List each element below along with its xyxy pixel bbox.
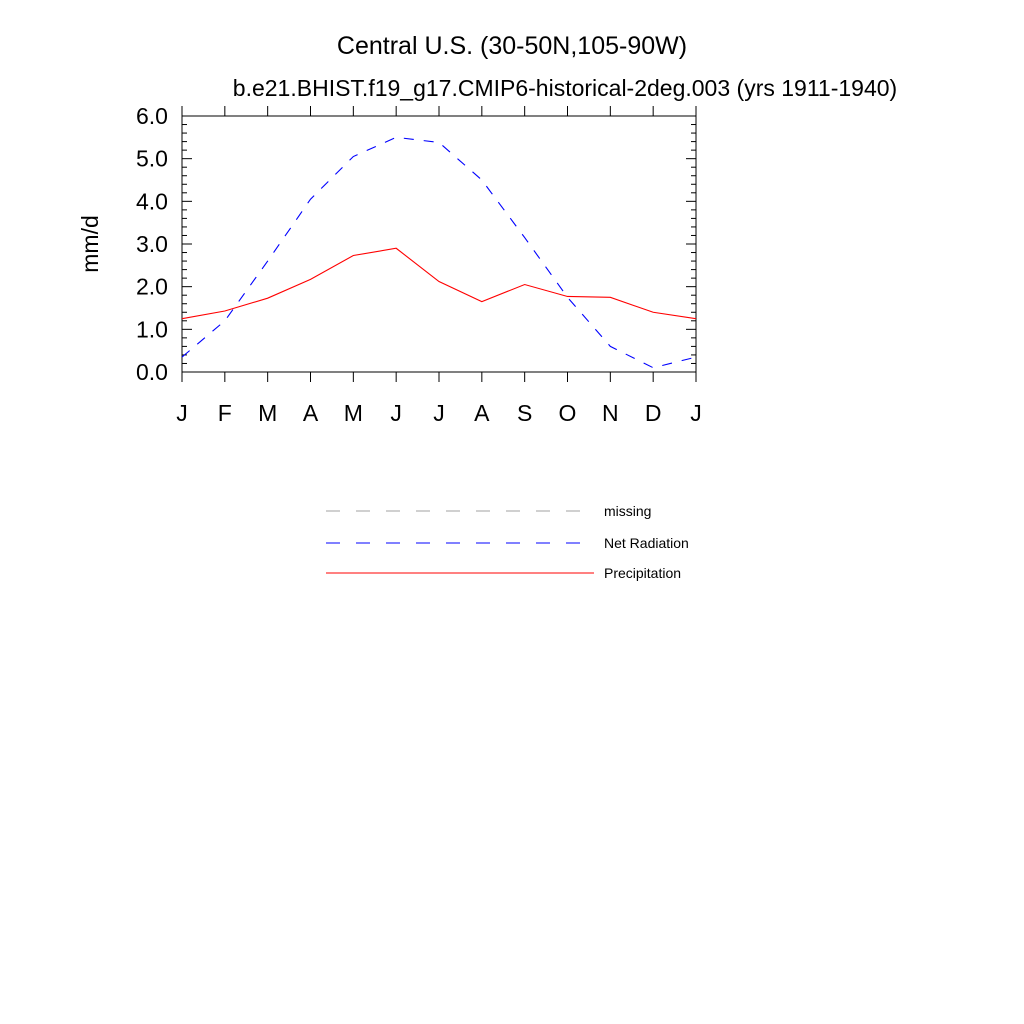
y-tick-label: 6.0	[136, 103, 168, 129]
x-tick-label: M	[343, 400, 363, 426]
x-tick-label: J	[433, 400, 445, 426]
x-tick-label: J	[176, 400, 188, 426]
x-tick-label: M	[258, 400, 278, 426]
x-tick-label: O	[558, 400, 577, 426]
legend	[326, 503, 689, 581]
x-tick-label: J	[690, 400, 702, 426]
legend-label-missing: missing	[604, 503, 652, 519]
plot-frame	[182, 116, 696, 372]
y-tick-label: 5.0	[136, 145, 168, 172]
axes	[182, 106, 696, 382]
x-tick-label: J	[390, 400, 402, 426]
x-tick-label: S	[516, 400, 533, 426]
y-tick-label: 1.0	[136, 316, 168, 343]
chart-subtitle: b.e21.BHIST.f19_g17.CMIP6-historical-2deg.003 (yrs 1911-1940)	[232, 75, 898, 101]
y-tick-label: 4.0	[136, 188, 168, 215]
y-tick-label: 2.0	[136, 273, 168, 300]
y-tick-label: 0.0	[136, 359, 168, 385]
x-tick-label: F	[217, 400, 232, 426]
x-tick-label: D	[644, 400, 662, 426]
legend-label-net-radiation: Net Radiation	[604, 535, 689, 551]
series-line-precipitation	[182, 248, 696, 318]
series-lines	[182, 137, 696, 367]
plot-area	[136, 103, 702, 426]
x-tick-label: A	[474, 400, 490, 426]
legend-label-precipitation: Precipitation	[604, 565, 682, 581]
series-line-net-radiation	[182, 137, 696, 367]
x-tick-label: A	[302, 400, 319, 426]
x-tick-label: N	[602, 400, 619, 426]
tick-labels	[136, 103, 702, 426]
chart-title: Central U.S. (30-50N,105-90W)	[336, 32, 688, 60]
y-axis-label: mm/d	[77, 215, 103, 273]
y-tick-label: 3.0	[136, 231, 168, 257]
